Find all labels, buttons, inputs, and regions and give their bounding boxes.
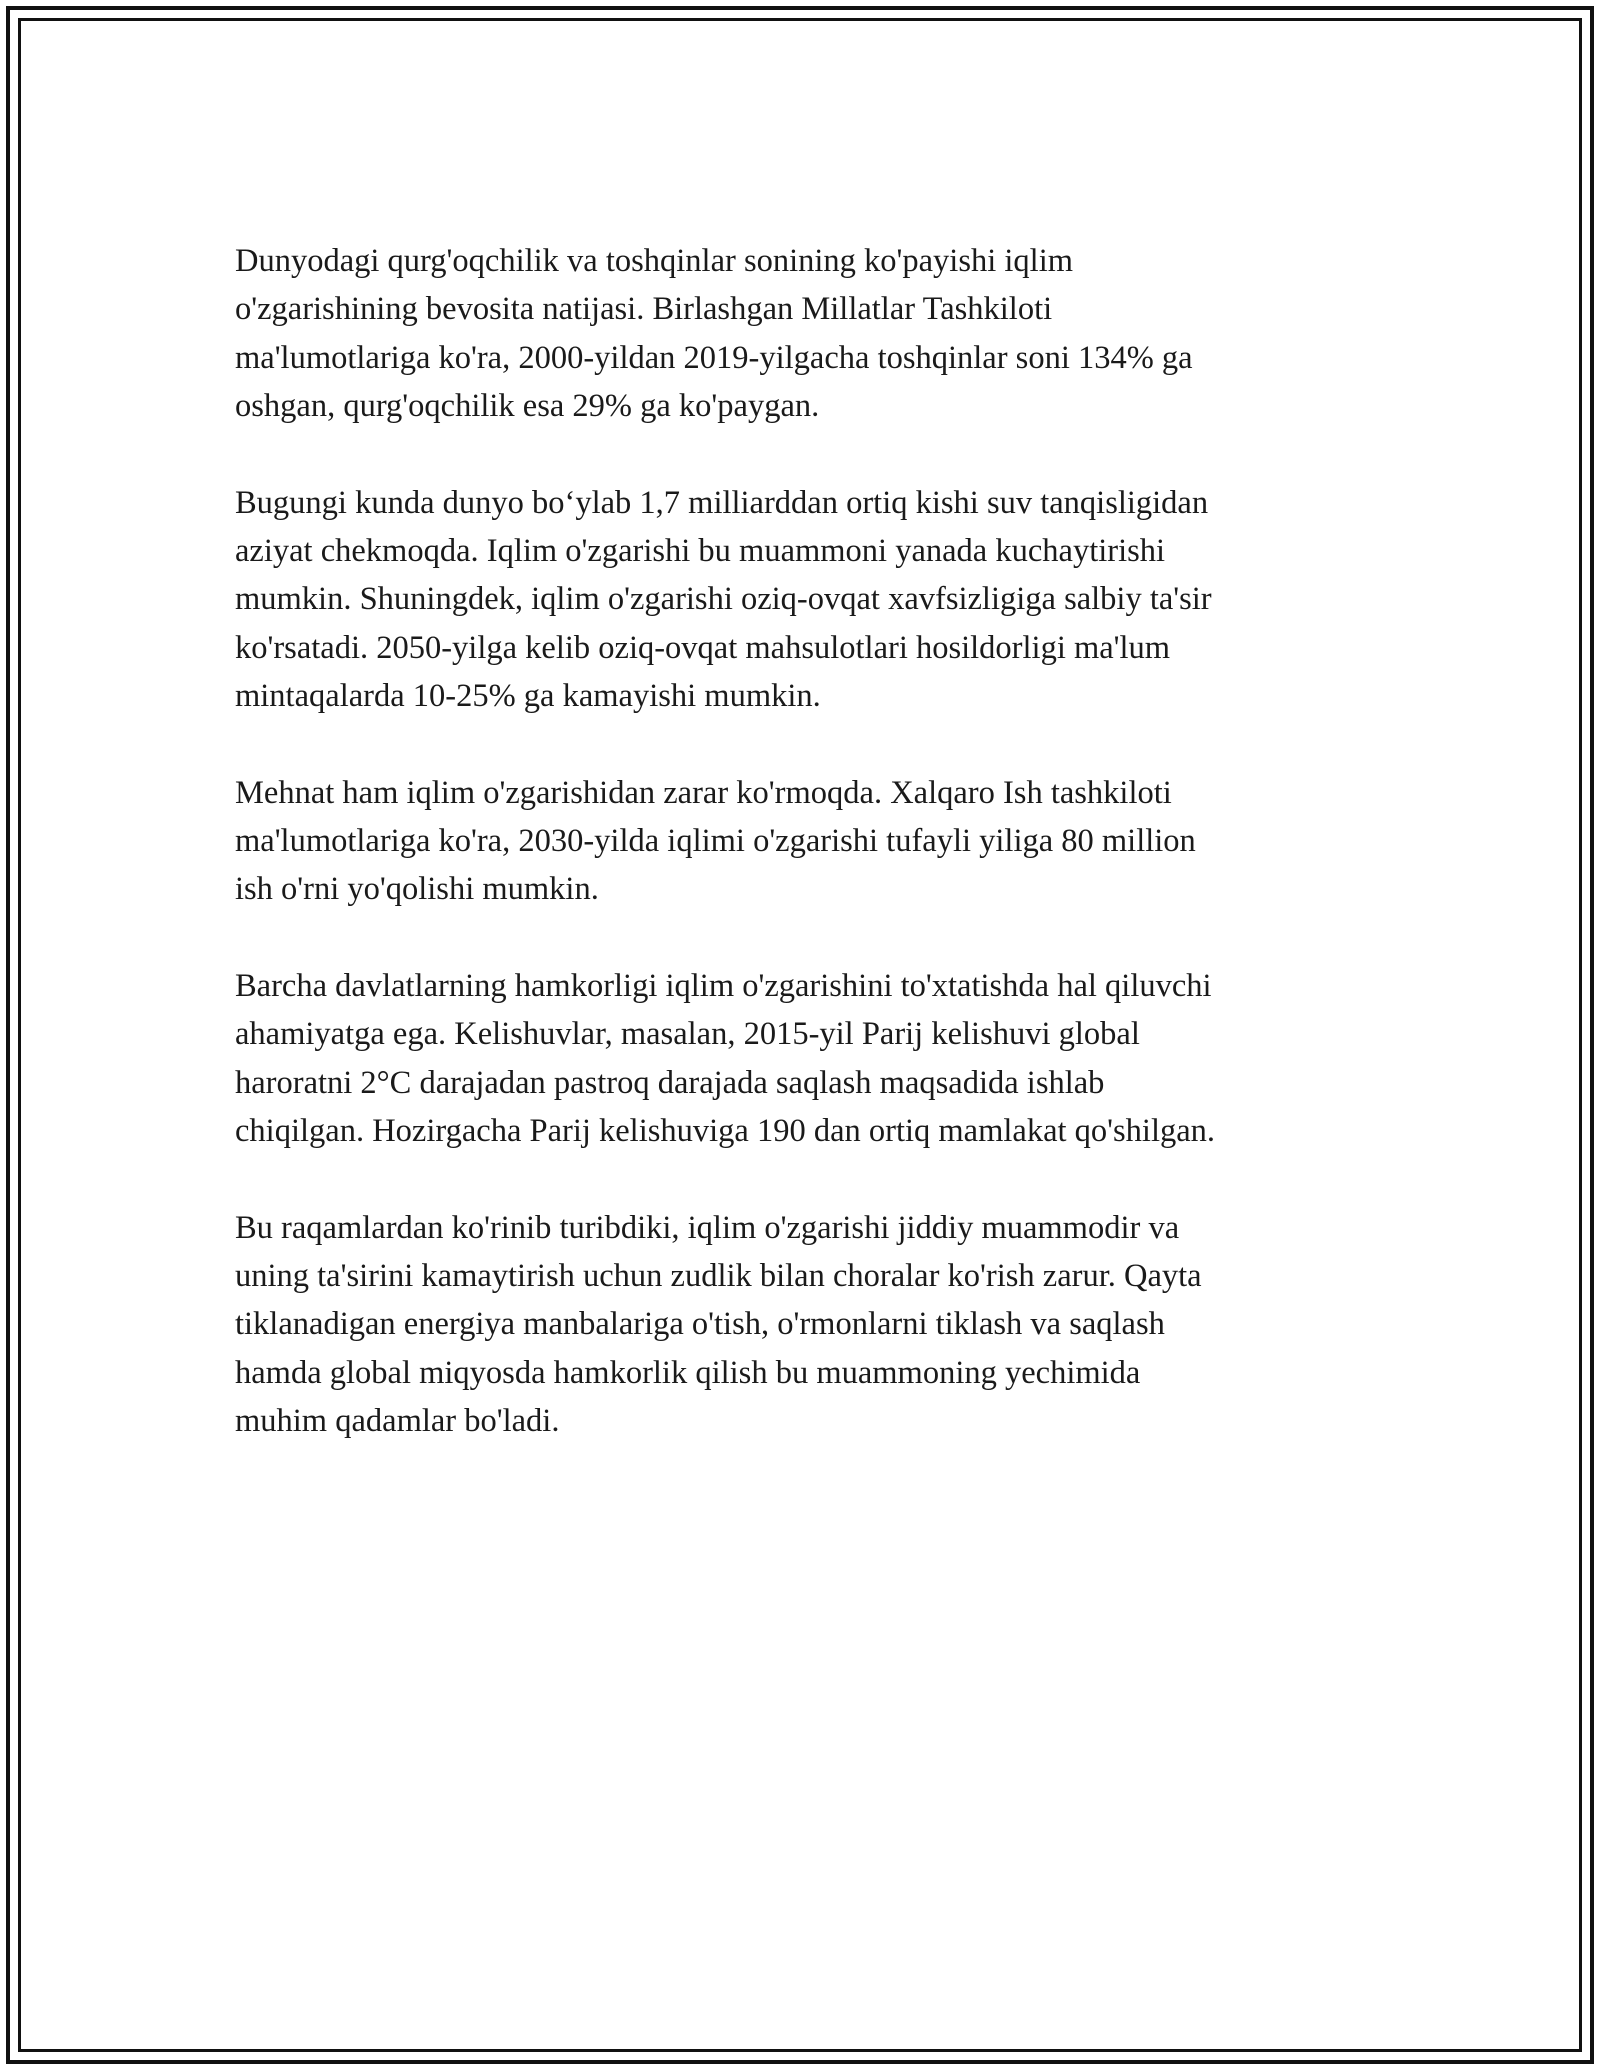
paragraph-3: Mehnat ham iqlim o'zgarishidan zarar ko'rmoqda. Xalqaro Ish tashkiloti ma'lumotlariga ko'ra, 2030-yilda iqlimi o'zgarishi tufayli yiliga 80 million ish o'rni yo'qolishi mumkin. — [235, 774, 1196, 908]
paragraph-2: Bugungi kunda dunyo bo‘ylab 1,7 milliarddan ortiq kishi suv tanqisligidan aziyat chekmoqda. Iqlim o'zgarishi bu muammoni yanada kuchaytirishi mumkin. Shuningdek, iqlim o'zgarishi oziq-ovqat xavfsizligiga salbiy ta'sir ko'rsatadi. 2050-yilga kelib oziq-ovqat mahsulotlari hosildorligi ma'lum mintaqalarda 10-25% ga kamayishi mumkin. — [235, 484, 1212, 715]
paragraph-1: Dunyodagi qurg'oqchilik va toshqinlar sonining ko'payishi iqlim o'zgarishining bevosita natijasi. Birlashgan Millatlar Tashkiloti ma'lumotlariga ko'ra, 2000-yildan 2019-yilgacha toshqinlar soni 134% ga oshgan, qurg'oqchilik esa 29% ga ko'paygan. — [235, 243, 1193, 425]
document-body — [235, 237, 1365, 1494]
paragraph-5: Bu raqamlardan ko'rinib turibdiki, iqlim o'zgarishi jiddiy muammodir va uning ta'sirini kamaytirish uchun zudlik bilan choralar ko'rish zarur. Qayta tiklanadigan energiya manbalariga o'tish, o'rmonlarni tiklash va saqlash hamda global miqyosda hamkorlik qilish bu muammoning yechimida muhim qadamlar bo'ladi. — [235, 1209, 1202, 1440]
paragraph-4: Barcha davlatlarning hamkorligi iqlim o'zgarishini to'xtatishda hal qiluvchi ahamiyatga ega. Kelishuvlar, masalan, 2015-yil Parij kelishuvi global haroratni 2°C darajadan pastroq darajada saqlash maqsadida ishlab chiqilgan. Hozirgacha Parij kelishuviga 190 dan ortiq mamlakat qo'shilgan. — [235, 967, 1216, 1150]
